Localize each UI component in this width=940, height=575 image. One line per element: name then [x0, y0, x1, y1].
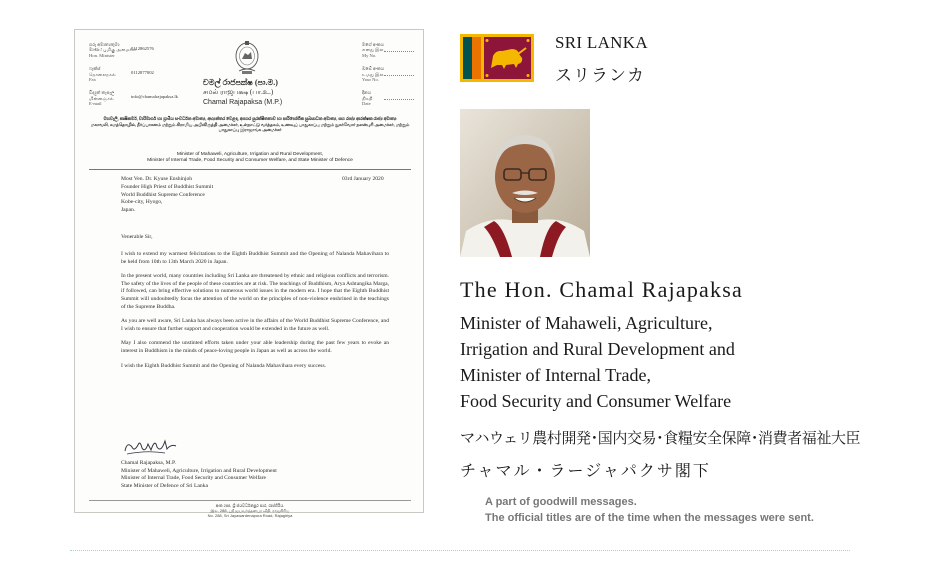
recipient-line: World Buddhist Supreme Conference — [121, 191, 205, 198]
letter-body — [121, 251, 389, 377]
fax-value: 0112877002 — [131, 70, 154, 76]
signature-icon — [121, 435, 181, 457]
footer-line: No. 288, Sri Jayawardenapura Road, Rajagiriya — [207, 513, 293, 518]
letter-paragraph: As you are well aware, Sri Lanka has always been active in the affairs of the World Buddhist Supreme Conference, and I wish to ensure that further support and cooperation would be extended in the future as well. — [121, 318, 389, 332]
ministry-sinhala: මහවැලි, කෘෂිකර්ම, වාරිමාර්ග හා ග්‍රාමීය සංවර්ධන අමාත්‍ය, අභ්‍යන්තර වෙළඳ, ආහාර සුරක්ෂිතතාව හා පාරිභෝගික සුබසාධන අමාත්‍ය, සහ රාජ්‍ය ආරක්ෂක රාජ්‍ය අමාත්‍ය — [103, 116, 397, 121]
person-name-english: The Hon. Chamal Rajapaksa — [460, 277, 743, 302]
portrait-image-icon — [460, 109, 590, 257]
letter-paragraph: In the present world, many countries including Sri Lanka are threatened by ethnic and religious conflicts and terrorism. The safety of the lives of the people of these countries are at risk. The teachings of Buddhism, Arya Ashtangika Marga, if followed, can bring effective solutions to numerous world issues in the modern era. I hope that the Eighth Buddhist Summit will undoubtedly focus the attention of the world on the principles of non-violence enshrined in the teachings of the Supreme Buddha. — [121, 273, 389, 310]
footer-divider — [89, 500, 411, 501]
letterhead-reference — [362, 42, 417, 115]
email-field — [89, 90, 199, 106]
phone-label: ගරු අමාත්‍යතුමා මාණ்புமிகு அமைச்சர் Hon. Minister — [89, 42, 137, 58]
signatory-line: Minister of Mahaweli, Agriculture, Irrigation and Rural Development — [121, 467, 277, 474]
note-line-2: The official titles are of the time when the messages were sent. — [485, 512, 814, 524]
title-line: Irrigation and Rural Development and — [460, 339, 735, 359]
title-line: Minister of Mahaweli, Agriculture, — [460, 313, 713, 333]
recipient-line: Founder High Priest of Buddhist Summit — [121, 183, 214, 190]
country-name-english: SRI LANKA — [555, 33, 648, 52]
footer-line: இல. 288, ஸ்ரீ ஜயவர்த்தனபுர வீதி, ராஜகிரிய — [210, 508, 290, 513]
letter-footer-address — [81, 503, 419, 518]
note-line-1: A part of goodwill messages. — [485, 496, 637, 508]
letter-salutation: Venerable Sir, — [121, 234, 153, 240]
person-name-japanese: チャマル・ラージャパクサ閣下 — [460, 461, 711, 480]
my-no-label: මගේ අංකය எனது இல. My No. — [362, 42, 385, 58]
person-titles-english — [460, 310, 880, 414]
letter-paragraph: I wish to extend my warmest felicitations to the Eighth Buddhist Summit and the Opening of Nalanda Mahavihara to be held from 10th to 13th March 2020 in Japan. — [121, 251, 389, 265]
country-name-japanese: スリランカ — [555, 66, 645, 86]
letter-signatory — [121, 460, 401, 490]
letterhead-ministry-english — [81, 152, 419, 164]
title-line: Minister of Internal Trade, — [460, 365, 651, 385]
letter-paragraph: I wish the Eighth Buddhist Summit and the Opening of Nalanda Mahavihara every success. — [121, 362, 327, 369]
ministry-english-line-2: Minister of Internal Trade, Food Security and Consumer Welfare, and State Minister of Defence — [147, 158, 353, 163]
your-no-label: ඔබේ අංකය உமது இல. Your No. — [362, 66, 385, 83]
my-no-field — [362, 42, 417, 58]
bottom-divider — [70, 550, 850, 551]
letterhead-divider — [89, 169, 411, 170]
letter-date: 03rd January 2020 — [342, 176, 384, 182]
signatory-line: State Minister of Defence of Sri Lanka — [121, 482, 208, 489]
email-label: විද්‍යුත් තැපෑල மின்னஞ்சல் E-mail — [89, 90, 115, 107]
phone-value: 0112862576 — [131, 46, 154, 51]
sri-lanka-flag-icon — [460, 34, 534, 82]
person-title-japanese: マハウェリ農村開発･国内交易･食糧安全保障･消費者福祉大臣 — [460, 429, 861, 447]
letterhead-name-tamil: சமல் ராஜபக்ஷ (பா.உ.) — [203, 88, 274, 96]
your-no-field — [362, 66, 417, 82]
letter-image — [74, 29, 424, 518]
letter-paragraph: May I also commend the unstinted efforts taken under your able leadership during the past few years to evoke an interest in Buddhism in the minds of peace-loving people in Japan as well as across the world. — [121, 340, 389, 354]
letter-recipient — [121, 176, 321, 215]
signatory-line: Chamal Rajapaksa, M.P. — [121, 460, 176, 466]
letterhead-name-sinhala: චමල් රාජපක්ෂ (පා.ම.) — [203, 78, 278, 87]
disclaimer-note — [485, 494, 814, 526]
letterhead-ministry-sinhala-tamil — [81, 116, 419, 133]
recipient-line: Kobe-city, Hyogo, — [121, 199, 163, 206]
date-field — [362, 90, 417, 106]
fax-label: ෆැක්ස් தொலைநகல் Fax — [89, 66, 116, 83]
recipient-line: Japan. — [121, 207, 136, 214]
date-label: දිනය திகதி Date — [362, 90, 373, 107]
fax-field — [89, 66, 199, 82]
letterhead-contact — [89, 42, 199, 115]
footer-line: අංක 288, ශ්‍රී ජයවර්ධනපුර පාර, රාජගිරිය. — [215, 503, 285, 508]
title-line: Food Security and Consumer Welfare — [460, 391, 732, 411]
recipient-line: Most Ven. Dr. Kyuse Enshinjoh — [121, 176, 193, 182]
email-value: info@chamalrajapaksa.lk — [131, 94, 178, 100]
letterhead-name-english: Chamal Rajapaksa (M.P.) — [203, 99, 283, 106]
ministry-english-line-1: Minister of Mahaweli, Agriculture, Irrigation and Rural Development, — [176, 152, 324, 157]
sri-lanka-emblem-icon — [234, 40, 260, 76]
portrait-photo — [460, 109, 590, 257]
signatory-line: Minister of Internal Trade, Food Security and Consumer Welfare — [121, 475, 267, 482]
phone-field — [89, 42, 199, 58]
ministry-tamil: மகாவலி, கமத்தொழில், நீர்ப்பாசனம் மற்றும் கிராமிய அபிவிருத்தி அமைச்சர், உள்நாட்டு வர்த்தகம், உணவுப் பாதுகாப்பு மற்றும் நுகர்வோர் நலன்புரி அமைச்சர், மற்றும் பாதுகாப்பு இராஜாங்க அமைச்சர் — [90, 121, 410, 133]
